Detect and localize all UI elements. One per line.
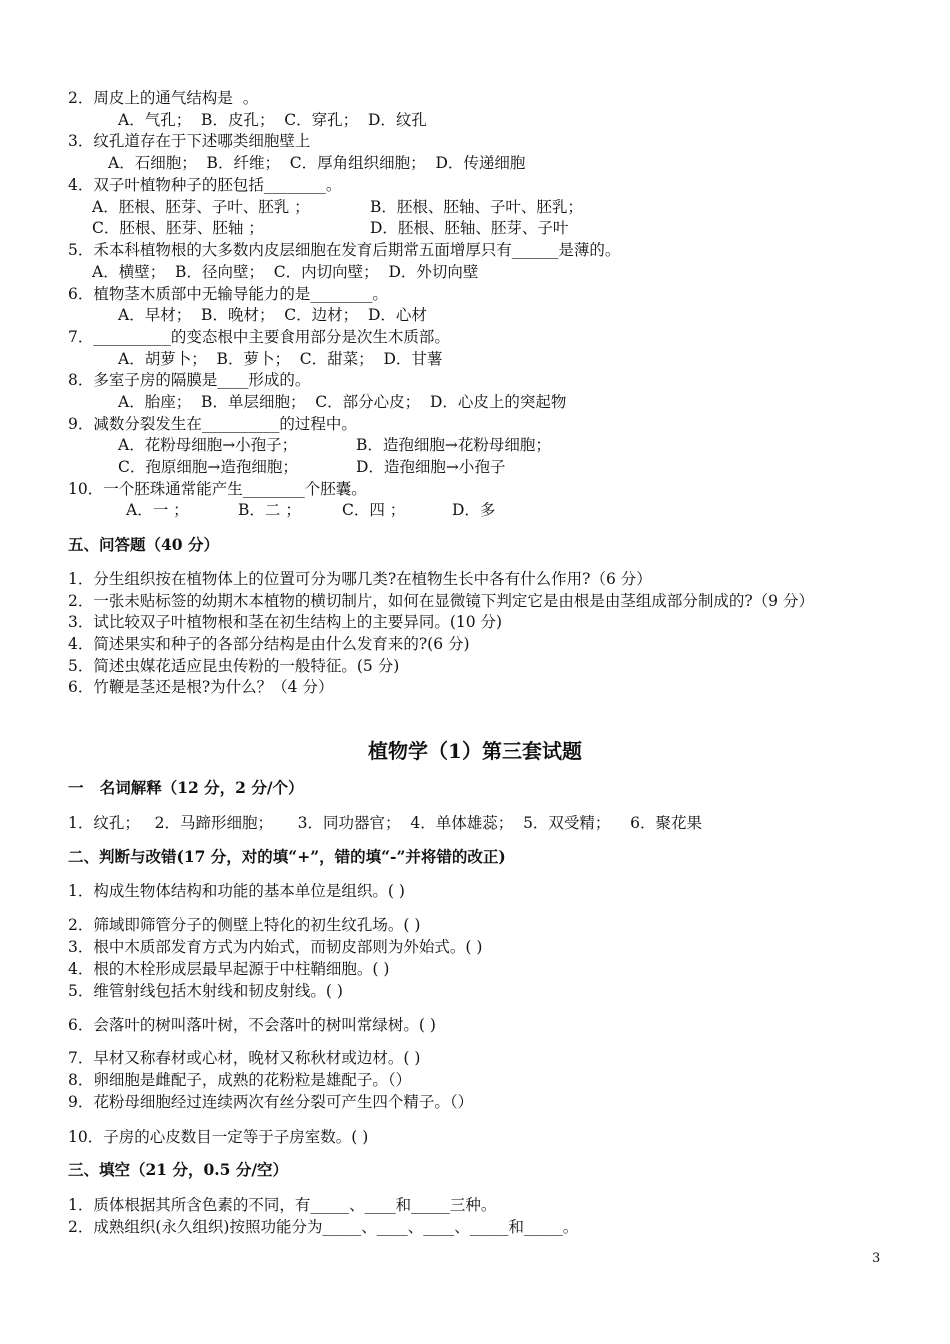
fill-blank-item: 2．成熟组织(永久组织)按照功能分为_____、____、____、_____和_____。 (68, 1218, 579, 1236)
essay-question: 2．一张未贴标签的幼期木本植物的横切制片，如何在显微镜下判定它是由根是由茎组成部分制成的?（9 分） (68, 592, 814, 610)
question-3-options: A．石细胞； B．纤维； C．厚角组织细胞； D．传递细胞 (108, 154, 526, 172)
term-list: 1．纹孔； 2．马蹄形细胞； 3．同功器官； 4．单体雄蕊； 5．双受精； 6．聚花果 (68, 814, 703, 832)
question-9-option-b: B．造孢细胞→花粉母细胞； (356, 436, 551, 454)
question-6-options: A．早材； B．晚材； C．边材； D．心材 (118, 306, 427, 324)
question-10-option-c: C．四 ； (342, 501, 406, 519)
page-number: 3 (872, 1251, 881, 1266)
true-false-item: 2．筛域即筛管分子的侧壁上特化的初生纹孔场。( ) (68, 916, 421, 934)
question-9-option-c: C．孢原细胞→造孢细胞； (118, 458, 298, 476)
true-false-item: 4．根的木栓形成层最早起源于中柱鞘细胞。( ) (68, 960, 390, 978)
essay-question: 6．竹鞭是茎还是根?为什么？（4 分） (68, 678, 334, 696)
true-false-item: 8．卵细胞是雌配子，成熟的花粉粒是雄配子。（） (68, 1071, 412, 1089)
true-false-item: 10．子房的心皮数目一定等于子房室数。( ) (68, 1128, 369, 1146)
question-2: 2．周皮上的通气结构是 。 (68, 89, 259, 107)
true-false-item: 9．花粉母细胞经过连续两次有丝分裂可产生四个精子。（） (68, 1093, 474, 1111)
true-false-item: 7．早材又称春材或心材，晚材又称秋材或边材。( ) (68, 1049, 421, 1067)
true-false-item: 3．根中木质部发育方式为内始式，而韧皮部则为外始式。( ) (68, 938, 483, 956)
question-5: 5．禾本科植物根的大多数内皮层细胞在发育后期常五面增厚只有______是薄的。 (68, 241, 621, 259)
section-3-heading: 三、填空（21 分，0.5 分/空） (68, 1160, 288, 1179)
section-1-heading: 一 名词解释（12 分，2 分/个） (68, 778, 304, 797)
essay-question: 3．试比较双子叶植物根和茎在初生结构上的主要异同。(10 分) (68, 613, 503, 631)
question-3: 3．纹孔道存在于下述哪类细胞壁上 (68, 132, 311, 150)
question-6: 6．植物茎木质部中无输导能力的是________。 (68, 285, 388, 303)
question-4-option-d: D．胚根、胚轴、胚芽、子叶 (370, 219, 569, 237)
question-8-options: A．胎座； B．单层细胞； C．部分心皮； D．心皮上的突起物 (118, 393, 567, 411)
question-9: 9．减数分裂发生在__________的过程中。 (68, 415, 357, 433)
section-2-heading: 二、判断与改错(17 分，对的填“+”，错的填“-”并将错的改正) (68, 847, 506, 866)
question-4-option-a: A．胚根、胚芽、子叶、胚乳 ； (92, 198, 310, 216)
true-false-item: 6．会落叶的树叫落叶树，不会落叶的树叫常绿树。( ) (68, 1016, 436, 1034)
section-5-heading: 五、问答题（40 分） (68, 535, 219, 554)
question-4-option-b: B．胚根、胚轴、子叶、胚乳； (370, 198, 583, 216)
question-10-option-d: D．多 (452, 501, 496, 519)
question-4: 4．双子叶植物种子的胚包括________。 (68, 176, 342, 194)
question-10: 10．一个胚珠通常能产生________个胚囊。 (68, 480, 367, 498)
question-4-option-c: C．胚根、胚芽、胚轴 ； (92, 219, 264, 237)
question-7: 7．__________的变态根中主要食用部分是次生木质部。 (68, 328, 450, 346)
true-false-item: 1．构成生物体结构和功能的基本单位是组织。( ) (68, 882, 405, 900)
true-false-item: 5．维管射线包括木射线和韧皮射线。( ) (68, 982, 343, 1000)
exam-set-title: 植物学（1）第三套试题 (368, 739, 582, 763)
question-10-option-b: B．二 ； (238, 501, 301, 519)
question-9-option-a: A．花粉母细胞→小孢子； (118, 436, 298, 454)
question-8: 8．多室子房的隔膜是____形成的。 (68, 371, 311, 389)
essay-question: 1．分生组织按在植物体上的位置可分为哪几类?在植物生长中各有什么作用?（6 分） (68, 570, 652, 588)
question-10-option-a: A．一 ； (126, 501, 189, 519)
question-9-option-d: D．造孢细胞→小孢子 (356, 458, 506, 476)
question-5-options: A．横壁； B．径向壁； C．内切向壁； D．外切向壁 (92, 263, 479, 281)
question-7-options: A．胡萝卜； B．萝卜； C．甜菜； D．甘薯 (118, 350, 443, 368)
essay-question: 4．简述果实和种子的各部分结构是由什么发育来的?(6 分) (68, 635, 470, 653)
essay-question: 5．简述虫媒花适应昆虫传粉的一般特征。(5 分) (68, 657, 400, 675)
fill-blank-item: 1．质体根据其所含色素的不同，有_____、____和_____三种。 (68, 1196, 497, 1214)
question-2-options: A．气孔； B．皮孔； C．穿孔； D．纹孔 (118, 111, 427, 129)
